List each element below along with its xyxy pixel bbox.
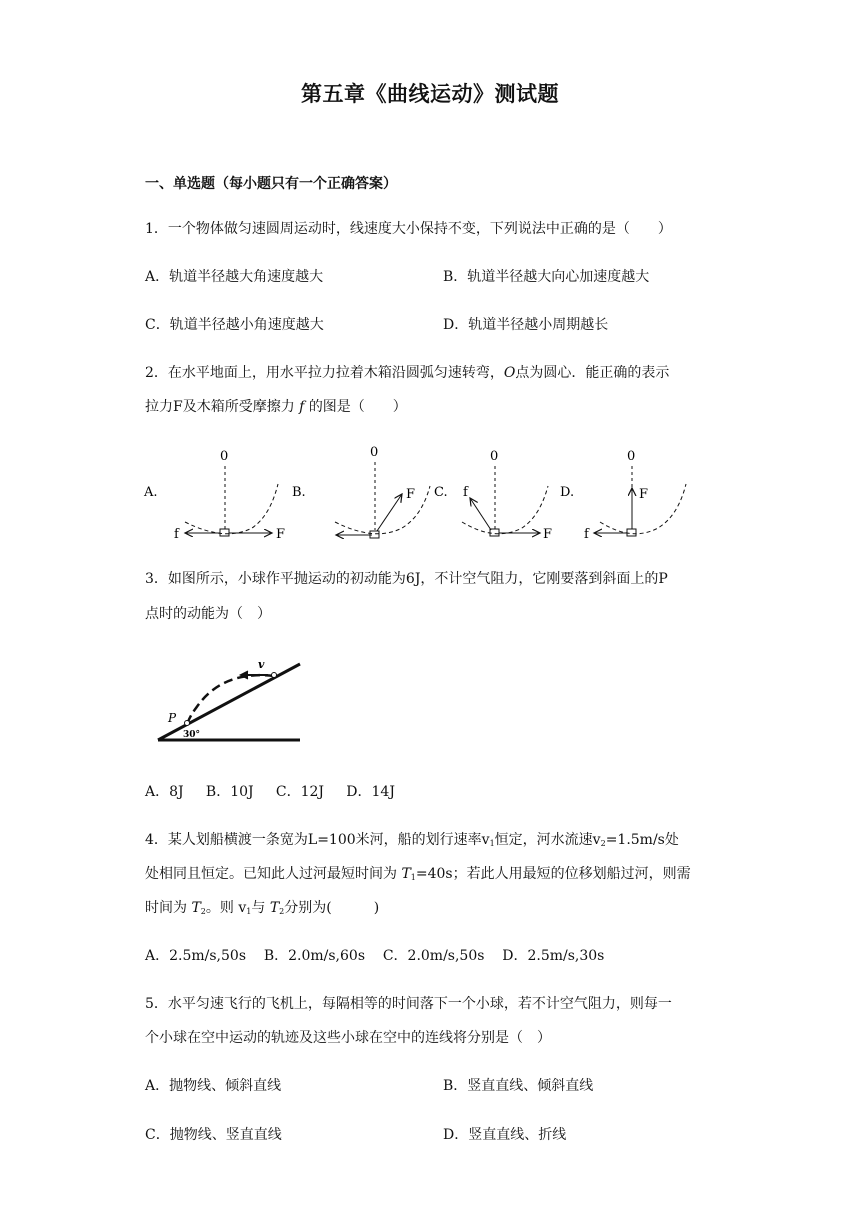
- q2-label-c: C.: [434, 485, 448, 500]
- q4-option-a: A．2.5m/s,50s: [145, 948, 247, 964]
- q5-stem-line2: 个小球在空中运动的轨迹及这些小球在空中的连线将分别是（ ）: [145, 1030, 551, 1046]
- q2-label-d: D.: [560, 485, 575, 500]
- q3-option-d: D．14J: [346, 784, 395, 800]
- q4-text: 时间为: [145, 900, 187, 916]
- q4-t2-sub: 2: [200, 907, 206, 916]
- q2-text: 拉力F及木箱所受摩擦力: [145, 399, 295, 415]
- q4-option-d: D．2.5m/s,30s: [502, 948, 605, 964]
- q2-symbol-f: f: [299, 399, 305, 415]
- q4-text: 恒定，河水流速: [494, 832, 593, 848]
- q2-label-b: B.: [292, 485, 306, 500]
- q5-stem-line1: 5．水平匀速飞行的飞机上，每隔相等的时间落下一个小球，若不计空气阻力，则每一: [145, 996, 672, 1012]
- q2-c-box: [490, 529, 499, 536]
- q2-d-F: F: [639, 487, 649, 502]
- q2-b-arrow-F: [377, 494, 402, 531]
- q4-t2-sub: 2: [279, 907, 285, 916]
- q1-option-c: C．轨道半径越小角速度越大: [145, 317, 324, 333]
- page-title: 第五章《曲线运动》测试题: [301, 82, 559, 106]
- q4-text: 处相同且恒定。已知此人过河最短时间为: [145, 866, 397, 882]
- q4-v2-sub: 2: [600, 839, 606, 848]
- q3-stem-line1: 3．如图所示，小球作平抛运动的初动能为6J，不计空气阻力，它刚要落到斜面上的P: [145, 571, 668, 587]
- q2-a-F: F: [276, 527, 286, 542]
- q5-option-c: C．抛物线、竖直直线: [145, 1127, 282, 1143]
- q4-text: 。则: [205, 900, 234, 916]
- q3-angle-label: 30°: [183, 730, 201, 740]
- q4-t2: T: [191, 900, 201, 916]
- q4-v1: v: [238, 900, 247, 916]
- q2-c-center: 0: [490, 449, 499, 464]
- q4-text: =40s；若此人用最短的位移划船过河，则需: [415, 866, 691, 882]
- q2-text: 的图是（ ）: [308, 399, 407, 415]
- q2-c-F: F: [543, 527, 553, 542]
- q4-stem-line2: [145, 863, 691, 883]
- q3-p-label: P: [168, 711, 177, 725]
- q1-option-a: A．轨道半径越大角速度越大: [145, 269, 324, 285]
- q2-label-a: A.: [144, 485, 158, 500]
- q4-v2: v: [592, 832, 601, 848]
- q4-stem-line1: [145, 829, 679, 849]
- q3-options: [145, 781, 395, 801]
- q5-option-a: A．抛物线、倾斜直线: [145, 1078, 282, 1094]
- q2-d-center: 0: [627, 449, 636, 464]
- q2-text: 点为圆心．能正确的表示: [515, 365, 670, 381]
- q3-option-b: B．10J: [205, 784, 254, 800]
- q2-d-f: f: [584, 527, 589, 542]
- q4-option-c: C．2.0m/s,50s: [382, 948, 485, 964]
- q4-t2: T: [269, 900, 280, 916]
- q4-t1: T: [401, 866, 411, 882]
- q1-option-b: B．轨道半径越大向心加速度越大: [443, 269, 650, 285]
- q4-t1-sub: 1: [410, 873, 416, 882]
- q4-text: 分别为( ): [284, 900, 380, 916]
- q4-text: =1.5m/s处: [605, 832, 679, 848]
- q5-option-d: D．竖直直线、折线: [443, 1127, 567, 1143]
- q2-a-box: [220, 529, 229, 536]
- q3-option-a: A．8J: [145, 784, 184, 800]
- q3-ball: [272, 673, 277, 678]
- q3-v-label: v: [258, 658, 265, 671]
- q2-b-center: 0: [370, 445, 379, 460]
- q2-stem-line1: [145, 362, 669, 382]
- q3-point-p: [185, 721, 190, 726]
- q2-stem-line2: [145, 396, 407, 416]
- q2-figure: [140, 438, 700, 550]
- q3-option-c: C．12J: [275, 784, 325, 800]
- q4-v1-sub: 1: [246, 907, 252, 916]
- q4-text: 与: [251, 900, 266, 916]
- q4-stem-line3: [145, 897, 379, 917]
- q3-trajectory: [188, 675, 274, 722]
- q4-option-b: B．2.0m/s,60s: [263, 948, 366, 964]
- section-heading: 一、单选题（每小题只有一个正确答案）: [145, 176, 397, 192]
- q2-c-arrow-f: [470, 498, 491, 530]
- q2-a-center: 0: [220, 449, 229, 464]
- q2-c-arc: [462, 486, 548, 534]
- q1-stem: 1．一个物体做匀速圆周运动时，线速度大小保持不变，下列说法中正确的是（ ）: [145, 221, 672, 237]
- q4-v1: v: [481, 832, 490, 848]
- q5-option-b: B．竖直直线、倾斜直线: [443, 1078, 594, 1094]
- q2-a-f: f: [174, 527, 179, 542]
- q3-stem-line2: 点时的动能为（ ）: [145, 606, 271, 622]
- q2-d-box: [627, 529, 636, 536]
- q4-v1-sub: 1: [489, 839, 495, 848]
- q2-point-o: O: [503, 365, 516, 381]
- q3-incline: [158, 664, 300, 740]
- q4-text: 4．某人划船横渡一条宽为L=100米河，船的划行速率: [145, 832, 482, 848]
- q2-c-f: f: [463, 485, 468, 500]
- q2-a-arc: [185, 484, 278, 534]
- q2-text: 2．在水平地面上，用水平拉力拉着木箱沿圆弧匀速转弯，: [145, 365, 504, 381]
- q1-option-d: D．轨道半径越小周期越长: [443, 317, 609, 333]
- q3-figure: [150, 650, 310, 750]
- q4-options: [145, 945, 604, 965]
- q2-b-arc: [335, 486, 430, 534]
- q2-b-F: F: [406, 487, 416, 502]
